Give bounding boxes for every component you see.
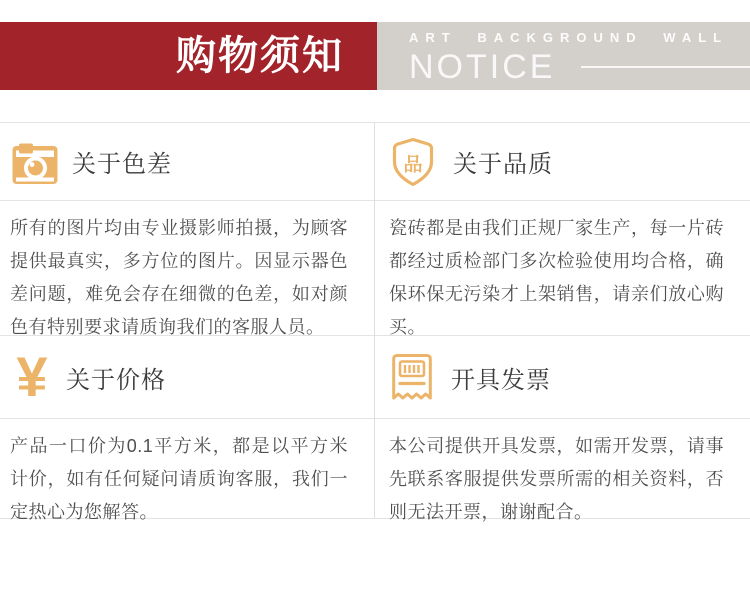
notice-grid <box>0 122 750 522</box>
shield-glyph: 品 <box>403 154 423 175</box>
banner-red-block <box>0 22 377 90</box>
section-header-invoice <box>375 336 750 419</box>
invoice-icon <box>387 351 437 403</box>
camera-icon <box>12 139 58 185</box>
section-title: 关于色差 <box>72 151 172 178</box>
banner-subtitle: ART BACKGROUND WALL <box>409 29 729 45</box>
shopping-notice-panel <box>0 22 750 590</box>
banner-gray-block <box>377 22 750 90</box>
section-body-quality: 瓷砖都是由我们正规厂家生产，每一片砖都经过质检部门多次检验使用均合格，确保环保无污染才上架销售，请亲们放心购买。 <box>375 201 750 336</box>
quality-shield-icon <box>387 136 439 188</box>
section-title: 关于品质 <box>453 151 553 178</box>
section-header-price <box>0 336 375 419</box>
notice-label: NOTICE <box>409 47 556 86</box>
yuan-icon: ¥ <box>16 345 48 408</box>
section-header-quality <box>375 123 750 201</box>
banner <box>0 22 750 90</box>
decorative-line <box>581 66 750 68</box>
section-body-invoice: 本公司提供开具发票，如需开发票，请事先联系客服提供发票所需的相关资料，否则无法开票，谢谢配合。 <box>389 436 724 522</box>
section-title: 开具发票 <box>451 366 551 394</box>
section-title: 关于价格 <box>66 366 166 394</box>
section-body-price: 产品一口价为0.1平方米，都是以平方米计价，如有任何疑问请质询客服，我们一定热心为您解答。 <box>0 419 375 518</box>
section-header-color <box>0 123 375 201</box>
section-body-color: 所有的图片均由专业摄影师拍摄，为顾客提供最真实，多方位的图片。因显示器色差问题，难免会存在细微的色差，如对颜色有特别要求请质询我们的客服人员。 <box>0 201 375 336</box>
page-title: 购物须知 <box>176 34 344 78</box>
notice-row <box>409 48 750 86</box>
